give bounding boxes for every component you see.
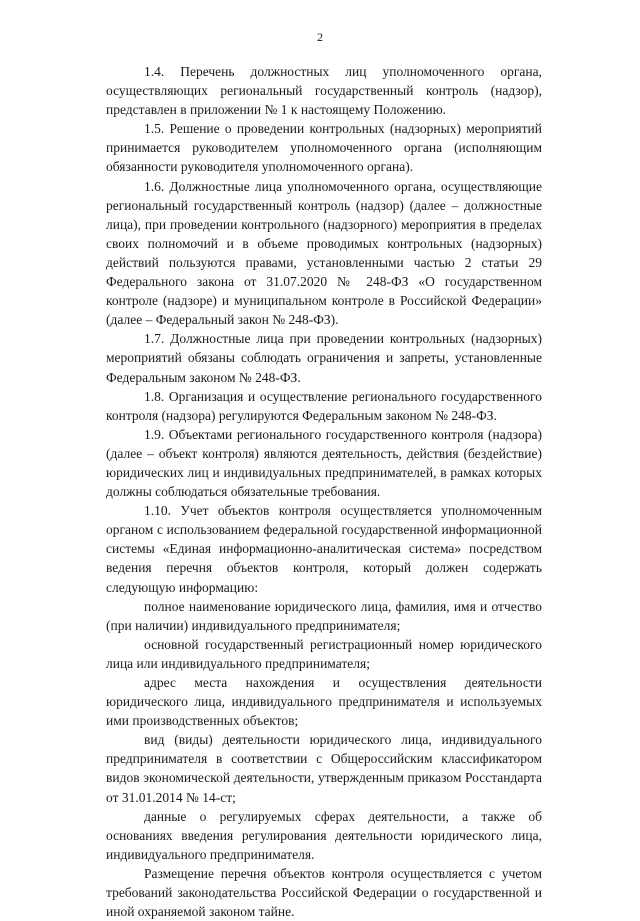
document-body (106, 62, 542, 921)
paragraph-1-4: 1.4. Перечень должностных лиц уполномоченного органа, осуществляющих региональный государственный контроль (надзор), представлен в приложении № 1 к настоящему Положению. (106, 64, 542, 118)
paragraph-1-7: 1.7. Должностные лица при проведении контрольных (надзорных) мероприятий обязаны соблюдать ограничения и запреты, установленные Федеральным законом № 248-ФЗ. (106, 331, 542, 385)
list-item-address: адрес места нахождения и осуществления деятельности юридического лица, индивидуального предпринимателя и используемых ими производственных объектов; (106, 675, 542, 729)
paragraph-1-9: 1.9. Объектами регионального государственного контроля (надзора) (далее – объект контроля) являются деятельность, действия (бездействие) юридических лиц и индивидуальных предпринимателей, в рамках которых должны соблюдаться обязательные требования. (106, 426, 542, 500)
paragraph-1-8: 1.8. Организация и осуществление регионального государственного контроля (надзора) регулируются Федеральным законом № 248-ФЗ. (106, 388, 542, 423)
list-item-regulated-spheres: данные о регулируемых сферах деятельности, а также об основаниях введения регулирования деятельности юридического лица, индивидуального предпринимателя. (106, 808, 542, 862)
paragraph-1-5: 1.5. Решение о проведении контрольных (надзорных) мероприятий принимается руководителем уполномоченного органа (исполняющим обязанности руководителя уполномоченного органа). (106, 121, 542, 175)
paragraph-1-10: 1.10. Учет объектов контроля осуществляется уполномоченным органом с использованием федеральной государственной информационной системы «Единая информационно-аналитическая система» посредством ведения перечня объектов контроля, который должен содержать следующую информацию: (106, 503, 542, 595)
list-item-full-name: полное наименование юридического лица, фамилия, имя и отчество (при наличии) индивидуального предпринимателя; (106, 598, 542, 633)
list-item-activity-type: вид (виды) деятельности юридического лица, индивидуального предпринимателя в соответствии с Общероссийским классификатором видов экономической деятельности, утвержденным приказом Росстандарта от 31.01.2014 № 14-ст; (106, 732, 542, 805)
list-item-registration-number: основной государственный регистрационный номер юридического лица или индивидуального предпринимателя; (106, 636, 542, 671)
paragraph-list-placement: Размещение перечня объектов контроля осуществляется с учетом требований законодательства Российской Федерации о государственной и иной охраняемой законом тайне. (106, 865, 542, 920)
page-number: 2 (317, 30, 323, 44)
paragraph-1-6: 1.6. Должностные лица уполномоченного органа, осуществляющие региональный государственный контроль (надзор) (далее – должностные лица), при проведении контрольного (надзорного) мероприятия в пределах своих полномочий и в объеме проводимых контрольных (надзорных) действий пользуются правами, установленными частью 2 статьи 29 Федерального закона от 31.07.2020 № 248-ФЗ «О государственном контроле (надзоре) и муниципальном контроле в Российской Федерации» (далее – Федеральный закон № 248-ФЗ). (106, 178, 542, 328)
